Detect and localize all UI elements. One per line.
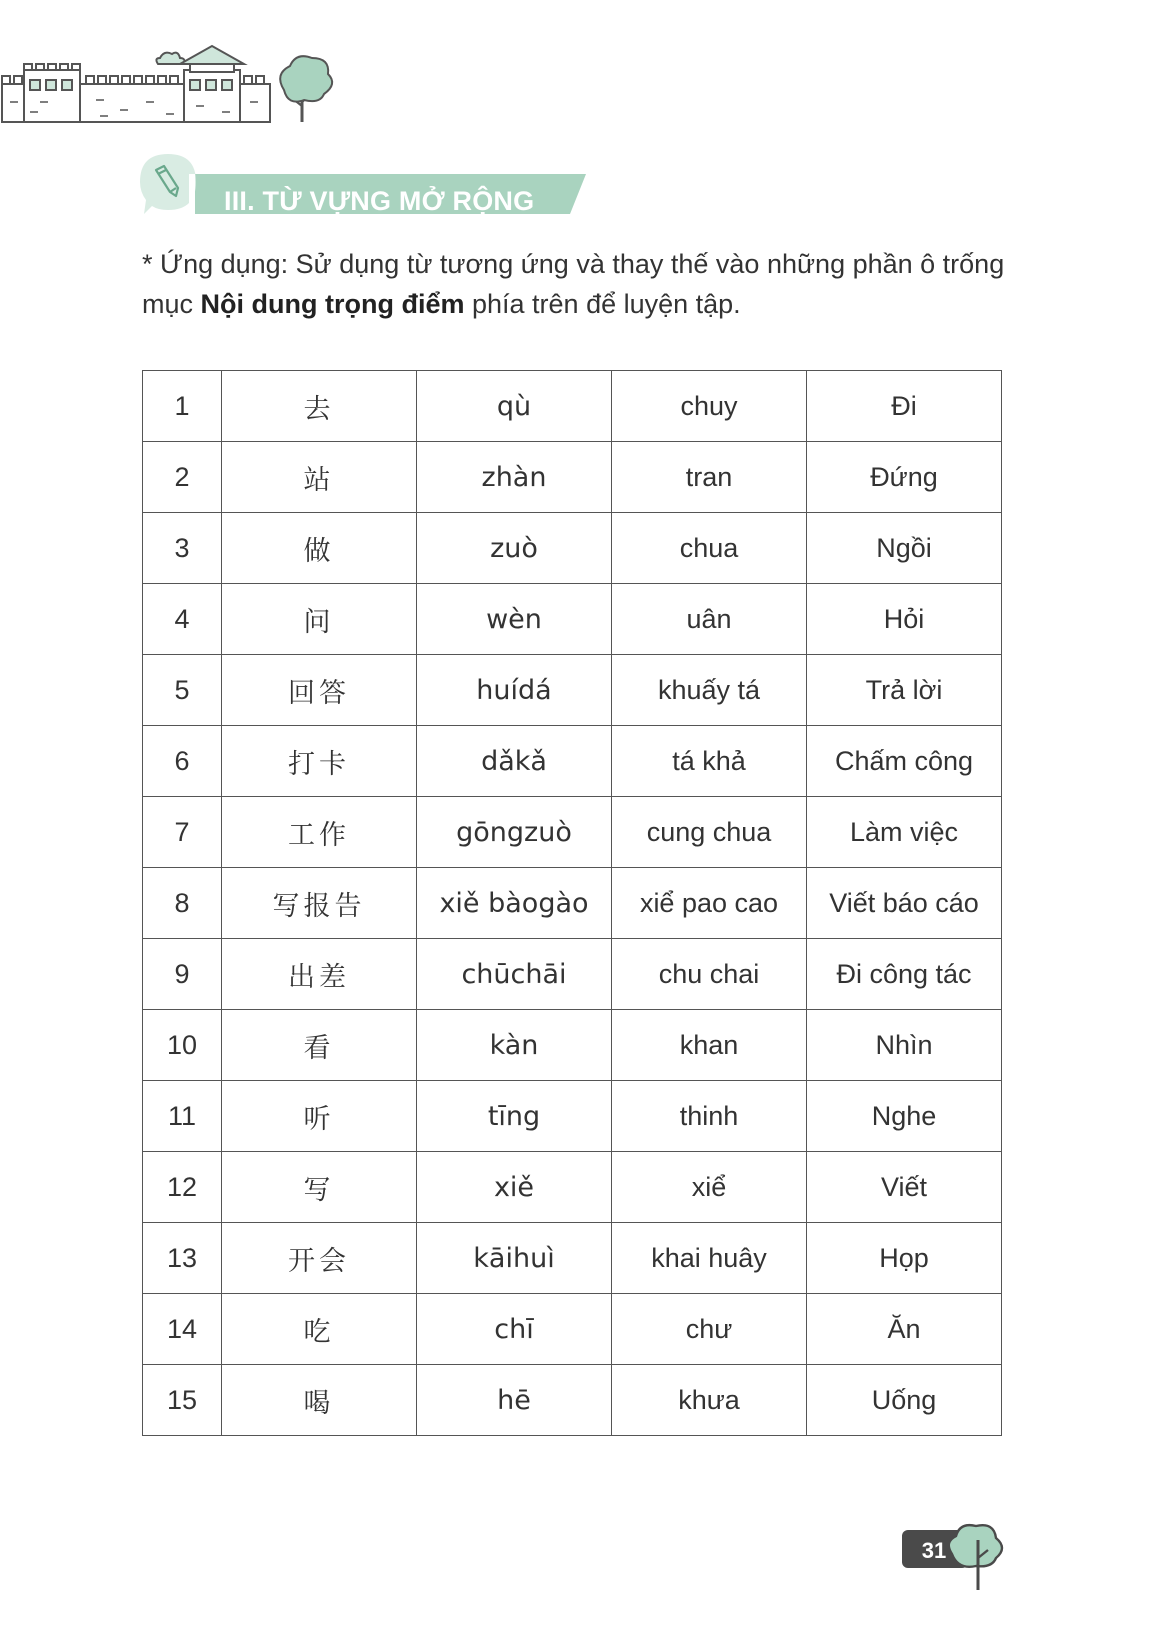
pencil-icon — [152, 164, 182, 198]
hanzi-cell: 吃 — [222, 1294, 417, 1365]
phonetic-cell: khuấy tá — [612, 655, 807, 726]
table-row — [143, 655, 1002, 726]
intro-suffix: phía trên để luyện tập. — [464, 289, 741, 319]
phonetic-cell: chu chai — [612, 939, 807, 1010]
row-number: 12 — [143, 1152, 222, 1223]
meaning-cell: Đi — [807, 371, 1002, 442]
hanzi-cell: 去 — [222, 371, 417, 442]
vocabulary-table — [142, 370, 1002, 1436]
hanzi-cell: 做 — [222, 513, 417, 584]
phonetic-cell: thinh — [612, 1081, 807, 1152]
table-row — [143, 584, 1002, 655]
pinyin-cell: qù — [417, 371, 612, 442]
meaning-cell: Nghe — [807, 1081, 1002, 1152]
hanzi-cell: 喝 — [222, 1365, 417, 1436]
meaning-cell: Họp — [807, 1223, 1002, 1294]
pinyin-cell: zhàn — [417, 442, 612, 513]
pinyin-cell: xiě bàogào — [417, 868, 612, 939]
intro-prefix: * Ứng dụng: Sử dụng từ tương ứng và thay thế vào những phần ô trống mục — [142, 249, 1005, 319]
pinyin-cell: kāihuì — [417, 1223, 612, 1294]
phonetic-cell: tran — [612, 442, 807, 513]
pinyin-cell: zuò — [417, 513, 612, 584]
meaning-cell: Đứng — [807, 442, 1002, 513]
pinyin-cell: kàn — [417, 1010, 612, 1081]
phonetic-cell: khan — [612, 1010, 807, 1081]
table-row — [143, 1152, 1002, 1223]
section-title: III. TỪ VỰNG MỞ RỘNG — [224, 186, 535, 216]
intro-bold: Nội dung trọng điểm — [200, 289, 465, 319]
section-header — [140, 152, 620, 232]
row-number: 11 — [143, 1081, 222, 1152]
hanzi-cell: 写 — [222, 1152, 417, 1223]
row-number: 3 — [143, 513, 222, 584]
row-number: 4 — [143, 584, 222, 655]
table-row — [143, 939, 1002, 1010]
pinyin-cell: wèn — [417, 584, 612, 655]
table-row — [143, 797, 1002, 868]
table-row — [143, 371, 1002, 442]
table-row — [143, 726, 1002, 797]
vocabulary-table-body — [143, 371, 1002, 1436]
row-number: 2 — [143, 442, 222, 513]
hanzi-cell: 问 — [222, 584, 417, 655]
meaning-cell: Ngồi — [807, 513, 1002, 584]
pinyin-cell: chī — [417, 1294, 612, 1365]
meaning-cell: Ăn — [807, 1294, 1002, 1365]
meaning-cell: Trả lời — [807, 655, 1002, 726]
phonetic-cell: uân — [612, 584, 807, 655]
phonetic-cell: khưa — [612, 1365, 807, 1436]
pinyin-cell: tīng — [417, 1081, 612, 1152]
pinyin-cell: hē — [417, 1365, 612, 1436]
meaning-cell: Đi công tác — [807, 939, 1002, 1010]
phonetic-cell: chuy — [612, 371, 807, 442]
phonetic-cell: chư — [612, 1294, 807, 1365]
hanzi-cell: 听 — [222, 1081, 417, 1152]
row-number: 6 — [143, 726, 222, 797]
row-number: 7 — [143, 797, 222, 868]
row-number: 15 — [143, 1365, 222, 1436]
meaning-cell: Uống — [807, 1365, 1002, 1436]
phonetic-cell: tá khả — [612, 726, 807, 797]
meaning-cell: Nhìn — [807, 1010, 1002, 1081]
row-number: 8 — [143, 868, 222, 939]
hanzi-cell: 工作 — [222, 797, 417, 868]
pinyin-cell: chūchāi — [417, 939, 612, 1010]
pinyin-cell: xiě — [417, 1152, 612, 1223]
row-number: 5 — [143, 655, 222, 726]
table-row — [143, 1223, 1002, 1294]
table-row — [143, 1081, 1002, 1152]
table-row — [143, 442, 1002, 513]
meaning-cell: Hỏi — [807, 584, 1002, 655]
pinyin-cell: dǎkǎ — [417, 726, 612, 797]
row-number: 9 — [143, 939, 222, 1010]
hanzi-cell: 开会 — [222, 1223, 417, 1294]
table-row — [143, 1294, 1002, 1365]
pinyin-cell: gōngzuò — [417, 797, 612, 868]
row-number: 10 — [143, 1010, 222, 1081]
hanzi-cell: 看 — [222, 1010, 417, 1081]
table-row — [143, 1365, 1002, 1436]
phonetic-cell: cung chua — [612, 797, 807, 868]
table-row — [143, 868, 1002, 939]
phonetic-cell: chua — [612, 513, 807, 584]
hanzi-cell: 回答 — [222, 655, 417, 726]
meaning-cell: Viết — [807, 1152, 1002, 1223]
phonetic-cell: khai huây — [612, 1223, 807, 1294]
pinyin-cell: huídá — [417, 655, 612, 726]
phonetic-cell: xiể pao cao — [612, 868, 807, 939]
page-number: 31 — [921, 1538, 947, 1563]
hanzi-cell: 打卡 — [222, 726, 417, 797]
row-number: 1 — [143, 371, 222, 442]
hanzi-cell: 写报告 — [222, 868, 417, 939]
great-wall-illustration — [0, 40, 360, 130]
hanzi-cell: 出差 — [222, 939, 417, 1010]
meaning-cell: Chấm công — [807, 726, 1002, 797]
hanzi-cell: 站 — [222, 442, 417, 513]
page-badge — [900, 1520, 1010, 1592]
row-number: 13 — [143, 1223, 222, 1294]
phonetic-cell: xiể — [612, 1152, 807, 1223]
meaning-cell: Viết báo cáo — [807, 868, 1002, 939]
meaning-cell: Làm việc — [807, 797, 1002, 868]
row-number: 14 — [143, 1294, 222, 1365]
table-row — [143, 513, 1002, 584]
table-row — [143, 1010, 1002, 1081]
intro-paragraph — [142, 244, 1022, 324]
